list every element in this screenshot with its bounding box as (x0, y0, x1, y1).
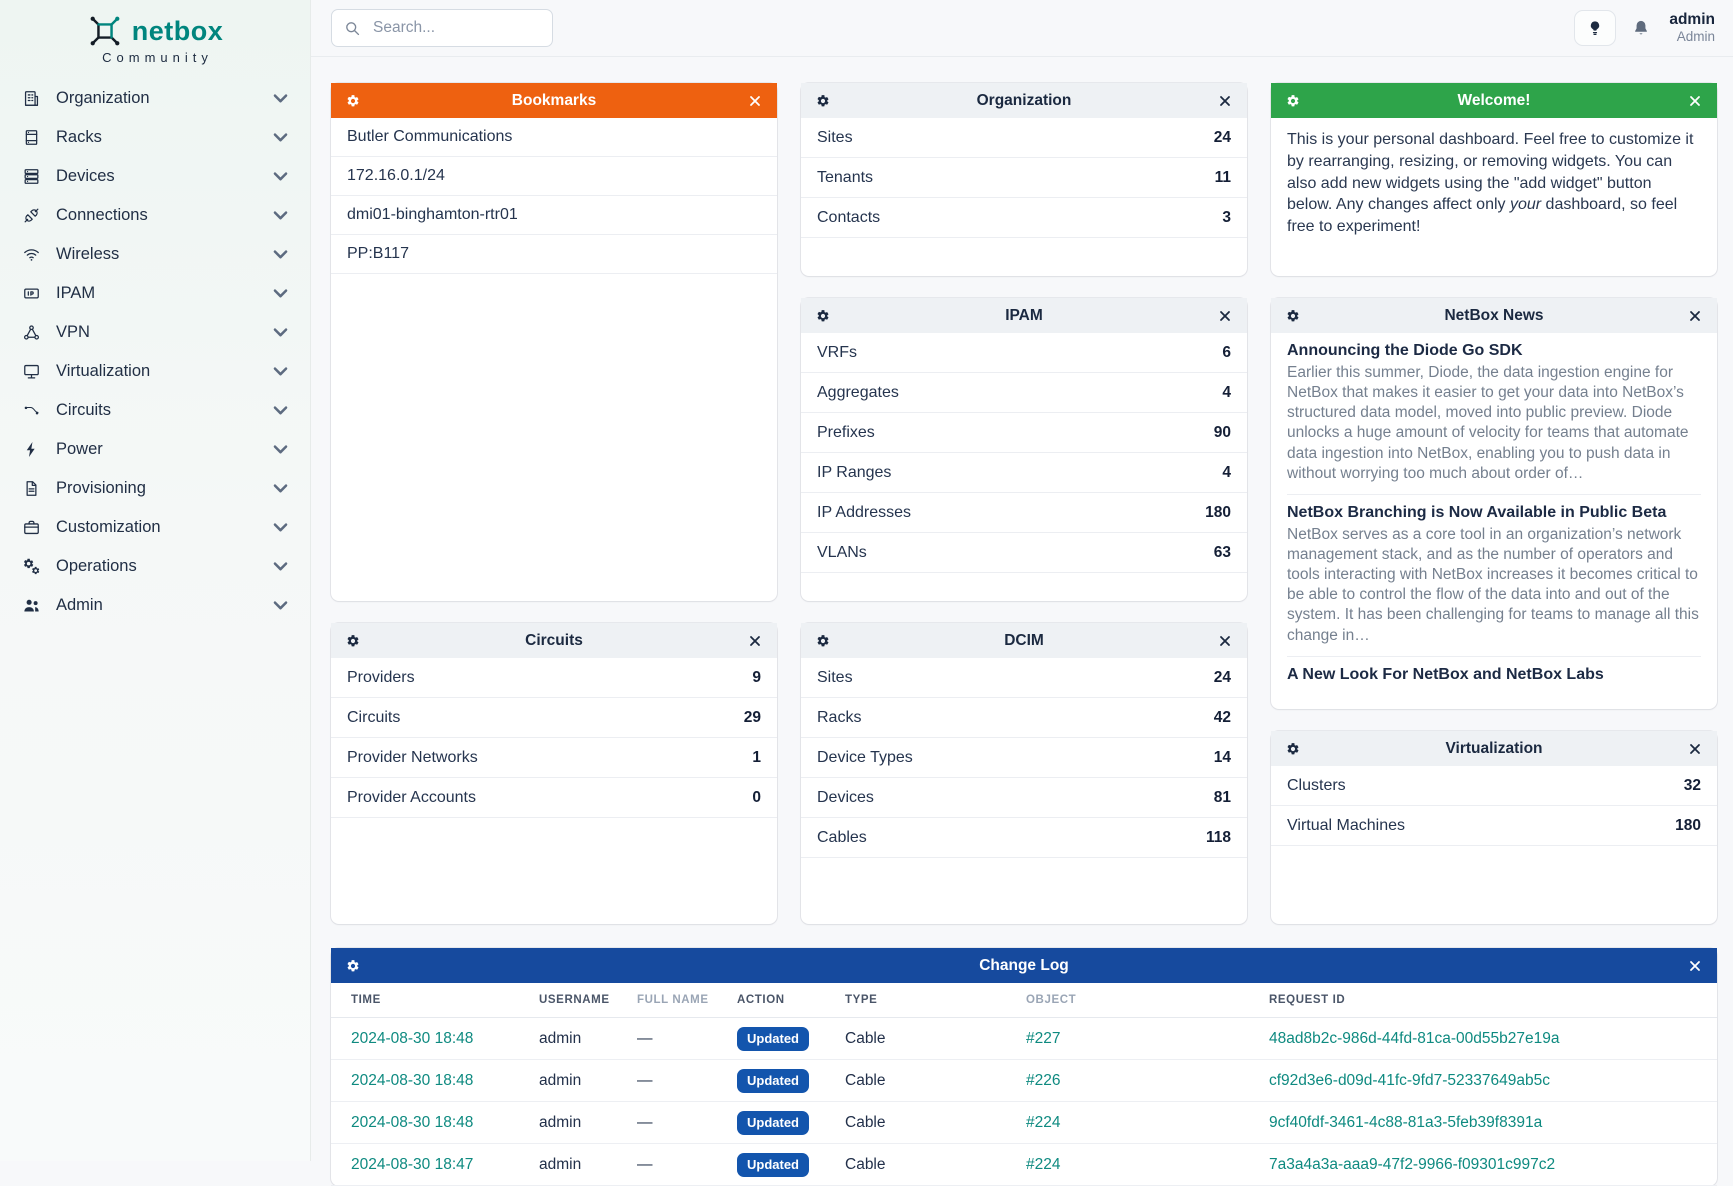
widget-close-button[interactable] (1216, 632, 1234, 650)
user-menu[interactable] (1669, 11, 1715, 44)
changelog-time-link[interactable]: 2024-08-30 18:48 (351, 1113, 474, 1131)
close-icon (1689, 960, 1701, 972)
sidebar-item-label: VPN (56, 323, 90, 341)
plug-icon (22, 206, 41, 225)
news-item-title[interactable]: Announcing the Diode Go SDK (1287, 342, 1523, 359)
changelog-column-header: REQUEST ID (1269, 994, 1346, 1006)
widget-config-button[interactable] (344, 957, 362, 975)
widget-config-button[interactable] (344, 632, 362, 650)
stat-label[interactable]: Tenants (817, 168, 874, 186)
widget-close-button[interactable] (746, 92, 764, 110)
gear-icon (346, 959, 360, 973)
chevron-down-icon (271, 440, 290, 459)
widget-config-button[interactable] (1284, 740, 1302, 758)
chevron-down-icon (271, 206, 290, 225)
changelog-action (737, 1069, 845, 1093)
document-icon (22, 479, 41, 498)
bookmark-item[interactable] (331, 157, 777, 196)
changelog-column-header: USERNAME (539, 994, 610, 1006)
changelog-type: Cable (845, 1029, 886, 1047)
changelog-header-row (331, 983, 1717, 1018)
stat-value: 6 (1222, 343, 1231, 361)
stat-label[interactable]: Sites (817, 668, 853, 686)
changelog-object-link[interactable]: #224 (1026, 1113, 1061, 1131)
widget-header (331, 83, 777, 118)
changelog-request-id-link[interactable]: 48ad8b2c-986d-44fd-81ca-00d55b27e19a (1269, 1029, 1560, 1047)
stat-label[interactable]: Aggregates (817, 383, 899, 401)
search-icon (344, 20, 361, 37)
news-item-body: Earlier this summer, Diode, the data ingestion engine for NetBox that makes it easier to get your data into NetBox’s structured data model, moved into public preview. Diode unlocks a huge amount of velocity for teams that automate data ingestion into NetBox, enabling you to push data in without worrying too much about order of… (1287, 364, 1689, 482)
widget-close-button[interactable] (746, 632, 764, 650)
changelog-full-name: — (637, 1113, 653, 1131)
stat-label[interactable]: Circuits (347, 708, 401, 726)
widget-header (801, 623, 1247, 658)
widget-header (801, 298, 1247, 333)
stat-row (331, 738, 777, 778)
sidebar-item-wireless[interactable] (0, 235, 310, 274)
changelog-username: admin (539, 1113, 582, 1131)
status-badge: Updated (737, 1111, 809, 1135)
dashboard-column-2 (801, 83, 1247, 924)
close-icon (1689, 743, 1701, 755)
sidebar-item-label: Provisioning (56, 479, 146, 497)
close-icon (1689, 95, 1701, 107)
changelog-username: admin (539, 1029, 582, 1047)
ip-box-icon (22, 284, 41, 303)
widget-close-button[interactable] (1216, 307, 1234, 325)
stat-label[interactable]: IP Addresses (817, 503, 911, 521)
changelog-action (737, 1111, 845, 1135)
dashboard (311, 57, 1733, 1186)
changelog-time-link[interactable]: 2024-08-30 18:48 (351, 1071, 474, 1089)
changelog-type: Cable (845, 1113, 886, 1131)
stat-row (331, 658, 777, 698)
changelog-request-id-link[interactable]: 9cf40fdf-3461-4c88-81a3-5feb39f8391a (1269, 1113, 1543, 1131)
changelog-full-name: — (637, 1155, 653, 1173)
gears-icon (22, 557, 41, 576)
stat-value: 24 (1213, 668, 1231, 686)
widget-title: Organization (976, 91, 1072, 109)
stat-label[interactable]: VLANs (817, 543, 867, 561)
stat-value: 90 (1213, 423, 1231, 441)
stat-row (801, 493, 1247, 533)
netbox-logo[interactable] (0, 0, 310, 65)
bookmark-item[interactable] (331, 118, 777, 157)
sidebar-item-organization[interactable] (0, 79, 310, 118)
changelog-column-header: FULL NAME (637, 994, 709, 1006)
news-item (1287, 495, 1701, 657)
changelog-column-header: ACTION (737, 994, 785, 1006)
stat-value: 14 (1213, 748, 1231, 766)
sidebar-item-label: Admin (56, 596, 103, 614)
stat-label[interactable]: Provider Networks (347, 748, 478, 766)
stat-row (801, 658, 1247, 698)
sidebar-item-label: Operations (56, 557, 137, 575)
stat-value: 180 (1675, 816, 1701, 834)
stat-row (801, 413, 1247, 453)
widget-dcim (801, 623, 1247, 924)
lightbulb-icon (1586, 19, 1604, 37)
rack-icon (22, 128, 41, 147)
stat-value: 11 (1214, 168, 1231, 186)
wifi-icon (22, 245, 41, 264)
widget-header (1271, 731, 1717, 766)
gear-icon (1286, 94, 1300, 108)
stat-label[interactable]: IP Ranges (817, 463, 892, 481)
stat-label[interactable]: Contacts (817, 208, 881, 226)
welcome-text: This is your personal dashboard. Feel free to customize it by rearranging, resizing, or removing widgets. You can also add new widgets using the "add widget" button below. Any changes affect only your dashboard, so feel free to experiment! (1287, 131, 1694, 235)
sidebar-item-admin[interactable] (0, 586, 310, 625)
sidebar (0, 0, 311, 1161)
main-area (311, 0, 1733, 1173)
stat-row (801, 333, 1247, 373)
bookmark-item[interactable] (331, 196, 777, 235)
search-box (331, 9, 553, 47)
news-list (1271, 333, 1717, 697)
brand-edition: Community (102, 50, 213, 65)
widget-news (1271, 298, 1717, 709)
sidebar-item-vpn[interactable] (0, 313, 310, 352)
chevron-down-icon (271, 518, 290, 537)
network-icon (22, 323, 41, 342)
sidebar-item-label: Organization (56, 89, 150, 107)
user-role: Admin (1676, 29, 1715, 45)
bell-icon[interactable] (1631, 18, 1651, 38)
widget-header (801, 83, 1247, 118)
search-input[interactable] (371, 18, 540, 38)
changelog-object-link[interactable]: #227 (1026, 1029, 1061, 1047)
close-icon (1219, 95, 1231, 107)
stat-label[interactable]: Sites (817, 128, 853, 146)
stat-value: 180 (1205, 503, 1231, 521)
dashboard-column-3 (1271, 83, 1717, 924)
sidebar-item-label: Circuits (56, 401, 112, 419)
widget-close-button[interactable] (1686, 957, 1704, 975)
sidebar-item-label: Wireless (56, 245, 120, 263)
widget-virtualization (1271, 731, 1717, 924)
monitor-icon (22, 362, 41, 381)
stat-label[interactable]: Prefixes (817, 423, 875, 441)
widget-welcome (1271, 83, 1717, 276)
widget-bookmarks (331, 83, 777, 601)
widget-title: Welcome! (1457, 91, 1531, 109)
topbar (311, 0, 1733, 57)
stat-row (801, 453, 1247, 493)
close-icon (749, 635, 761, 647)
stat-row (801, 818, 1247, 858)
widget-organization (801, 83, 1247, 276)
changelog-time-link[interactable]: 2024-08-30 18:48 (351, 1029, 474, 1047)
chevron-down-icon (271, 401, 290, 420)
sidebar-item-label: Devices (56, 167, 115, 185)
widget-circuits (331, 623, 777, 924)
close-icon (749, 95, 761, 107)
changelog-username: admin (539, 1071, 582, 1089)
stat-value: 81 (1213, 788, 1231, 806)
changelog-action (737, 1027, 845, 1051)
close-icon (1219, 310, 1231, 322)
stat-row (801, 373, 1247, 413)
stat-label[interactable]: Virtual Machines (1287, 816, 1405, 834)
widget-title: NetBox News (1444, 306, 1544, 324)
stat-row (801, 698, 1247, 738)
chevron-down-icon (271, 362, 290, 381)
changelog-type: Cable (845, 1071, 886, 1089)
changelog-row (331, 1144, 1717, 1186)
gear-icon (816, 309, 830, 323)
sidebar-item-devices[interactable] (0, 157, 310, 196)
stat-value: 4 (1222, 463, 1231, 481)
changelog-row (331, 1102, 1717, 1144)
user-name: admin (1669, 11, 1715, 29)
chevron-down-icon (271, 284, 290, 303)
dashboard-column-1 (331, 83, 777, 924)
stat-row (801, 118, 1247, 158)
close-icon (1689, 310, 1701, 322)
widget-config-button[interactable] (1284, 92, 1302, 110)
widget-close-button[interactable] (1686, 740, 1704, 758)
changelog-request-id-link[interactable]: cf92d3e6-d09d-41fc-9fd7-52337649ab5c (1269, 1071, 1550, 1089)
news-item-title[interactable]: A New Look For NetBox and NetBox Labs (1287, 665, 1604, 683)
chevron-down-icon (271, 128, 290, 147)
stat-label[interactable]: Devices (817, 788, 874, 806)
stat-value: 9 (752, 668, 761, 686)
building-icon (22, 89, 41, 108)
bolt-icon (22, 440, 41, 459)
sidebar-item-label: IPAM (56, 284, 96, 302)
stat-label[interactable]: Clusters (1287, 776, 1346, 794)
widget-header (1271, 83, 1717, 118)
sidebar-item-label: Racks (56, 128, 102, 146)
changelog-action (737, 1153, 845, 1177)
bookmark-label: PP:B117 (347, 245, 409, 262)
gear-icon (1286, 309, 1300, 323)
news-item (1287, 657, 1701, 697)
widget-title: Circuits (525, 631, 583, 649)
changelog-full-name: — (637, 1071, 653, 1089)
bookmark-label: dmi01-binghamton-rtr01 (347, 206, 518, 223)
stat-row (801, 198, 1247, 238)
stat-value: 32 (1683, 776, 1701, 794)
sidebar-item-racks[interactable] (0, 118, 310, 157)
sidebar-item-label: Customization (56, 518, 161, 536)
bookmark-label: 172.16.0.1/24 (347, 167, 445, 184)
news-item (1287, 333, 1701, 495)
stat-row (801, 158, 1247, 198)
widget-config-button[interactable] (1284, 307, 1302, 325)
changelog-object-link[interactable]: #224 (1026, 1155, 1061, 1173)
briefcase-icon (22, 518, 41, 537)
changelog-request-id-link[interactable]: 7a3a4a3a-aaa9-47f2-9966-f09301c997c2 (1269, 1155, 1556, 1173)
bookmark-label: Butler Communications (347, 128, 513, 145)
changelog-row (331, 1018, 1717, 1060)
widget-header (1271, 298, 1717, 333)
widget-close-button[interactable] (1216, 92, 1234, 110)
widget-close-button[interactable] (1686, 92, 1704, 110)
gear-icon (816, 94, 830, 108)
stat-label[interactable]: Provider Accounts (347, 788, 476, 806)
changelog-object-link[interactable]: #226 (1026, 1071, 1061, 1089)
widget-grid (331, 83, 1716, 924)
sidebar-nav (0, 79, 310, 625)
widget-close-button[interactable] (1686, 307, 1704, 325)
stat-label[interactable]: Providers (347, 668, 415, 686)
stat-value: 4 (1222, 383, 1231, 401)
news-item-body: NetBox serves as a core tool in an organization’s network management stack, and as the number of operators and tools interacting with NetBox increases it becomes critical to be able to control the flow of the data into and out of the system. It has been challenging for teams to manage all this change in… (1287, 525, 1699, 644)
stat-label[interactable]: VRFs (817, 343, 857, 361)
stat-row (1271, 806, 1717, 846)
stat-row (331, 698, 777, 738)
widget-config-button[interactable] (344, 92, 362, 110)
server-icon (22, 167, 41, 186)
netbox-logo-icon (87, 13, 123, 49)
sidebar-item-provisioning[interactable] (0, 469, 310, 508)
gear-icon (346, 94, 360, 108)
widget-config-button[interactable] (814, 632, 832, 650)
sidebar-item-customization[interactable] (0, 508, 310, 547)
widget-header (331, 948, 1717, 983)
stat-row (801, 533, 1247, 573)
stat-value: 24 (1213, 128, 1231, 146)
sidebar-item-connections[interactable] (0, 196, 310, 235)
chevron-down-icon (271, 89, 290, 108)
chevron-down-icon (271, 323, 290, 342)
chevron-down-icon (271, 557, 290, 576)
chevron-down-icon (271, 596, 290, 615)
changelog-username: admin (539, 1155, 582, 1173)
sidebar-item-label: Virtualization (56, 362, 151, 380)
changelog-full-name: — (637, 1029, 653, 1047)
chevron-down-icon (271, 245, 290, 264)
changelog-column-header: TIME (351, 994, 381, 1006)
status-badge: Updated (737, 1153, 809, 1177)
sidebar-item-label: Power (56, 440, 103, 458)
stat-row (801, 778, 1247, 818)
widget-config-button[interactable] (814, 92, 832, 110)
widget-title: Change Log (979, 956, 1069, 974)
stat-value: 29 (743, 708, 761, 726)
changelog-column-header: OBJECT (1026, 994, 1077, 1006)
stat-label[interactable]: Racks (817, 708, 862, 726)
swap-icon (22, 401, 41, 420)
widget-title: IPAM (1005, 306, 1043, 324)
gear-icon (1286, 742, 1300, 756)
stat-row (801, 738, 1247, 778)
widget-header (331, 623, 777, 658)
brand-name: netbox (131, 15, 224, 46)
stat-value: 63 (1213, 543, 1231, 561)
sidebar-item-virtualization[interactable] (0, 352, 310, 391)
topbar-right (1574, 10, 1715, 46)
stat-value: 3 (1222, 208, 1231, 226)
changelog-type: Cable (845, 1155, 886, 1173)
stat-label[interactable]: Cables (817, 828, 867, 846)
widget-ipam (801, 298, 1247, 601)
gear-icon (816, 634, 830, 648)
users-icon (22, 596, 41, 615)
changelog-column-header: TYPE (845, 994, 878, 1006)
widget-title: Bookmarks (511, 91, 597, 109)
sidebar-item-power[interactable] (0, 430, 310, 469)
changelog-slot (331, 948, 1716, 1186)
changelog-row (331, 1060, 1717, 1102)
stat-value: 118 (1205, 828, 1231, 846)
theme-toggle-button[interactable] (1574, 10, 1616, 46)
bookmark-item[interactable] (331, 235, 777, 274)
sidebar-item-operations[interactable] (0, 547, 310, 586)
sidebar-item-ipam[interactable] (0, 274, 310, 313)
stat-label[interactable]: Device Types (817, 748, 913, 766)
stat-row (1271, 766, 1717, 806)
widget-changelog (331, 948, 1717, 1186)
widget-config-button[interactable] (814, 307, 832, 325)
stat-value: 0 (752, 788, 761, 806)
sidebar-item-label: Connections (56, 206, 148, 224)
close-icon (1219, 635, 1231, 647)
changelog-time-link[interactable]: 2024-08-30 18:47 (351, 1155, 474, 1173)
sidebar-item-circuits[interactable] (0, 391, 310, 430)
chevron-down-icon (271, 167, 290, 186)
stat-value: 1 (752, 748, 761, 766)
status-badge: Updated (737, 1027, 809, 1051)
news-item-title[interactable]: NetBox Branching is Now Available in Public Beta (1287, 503, 1667, 521)
gear-icon (346, 634, 360, 648)
widget-title: Virtualization (1445, 739, 1543, 757)
stat-row (331, 778, 777, 818)
widget-title: DCIM (1004, 631, 1044, 649)
stat-value: 42 (1213, 708, 1231, 726)
status-badge: Updated (737, 1069, 809, 1093)
chevron-down-icon (271, 479, 290, 498)
